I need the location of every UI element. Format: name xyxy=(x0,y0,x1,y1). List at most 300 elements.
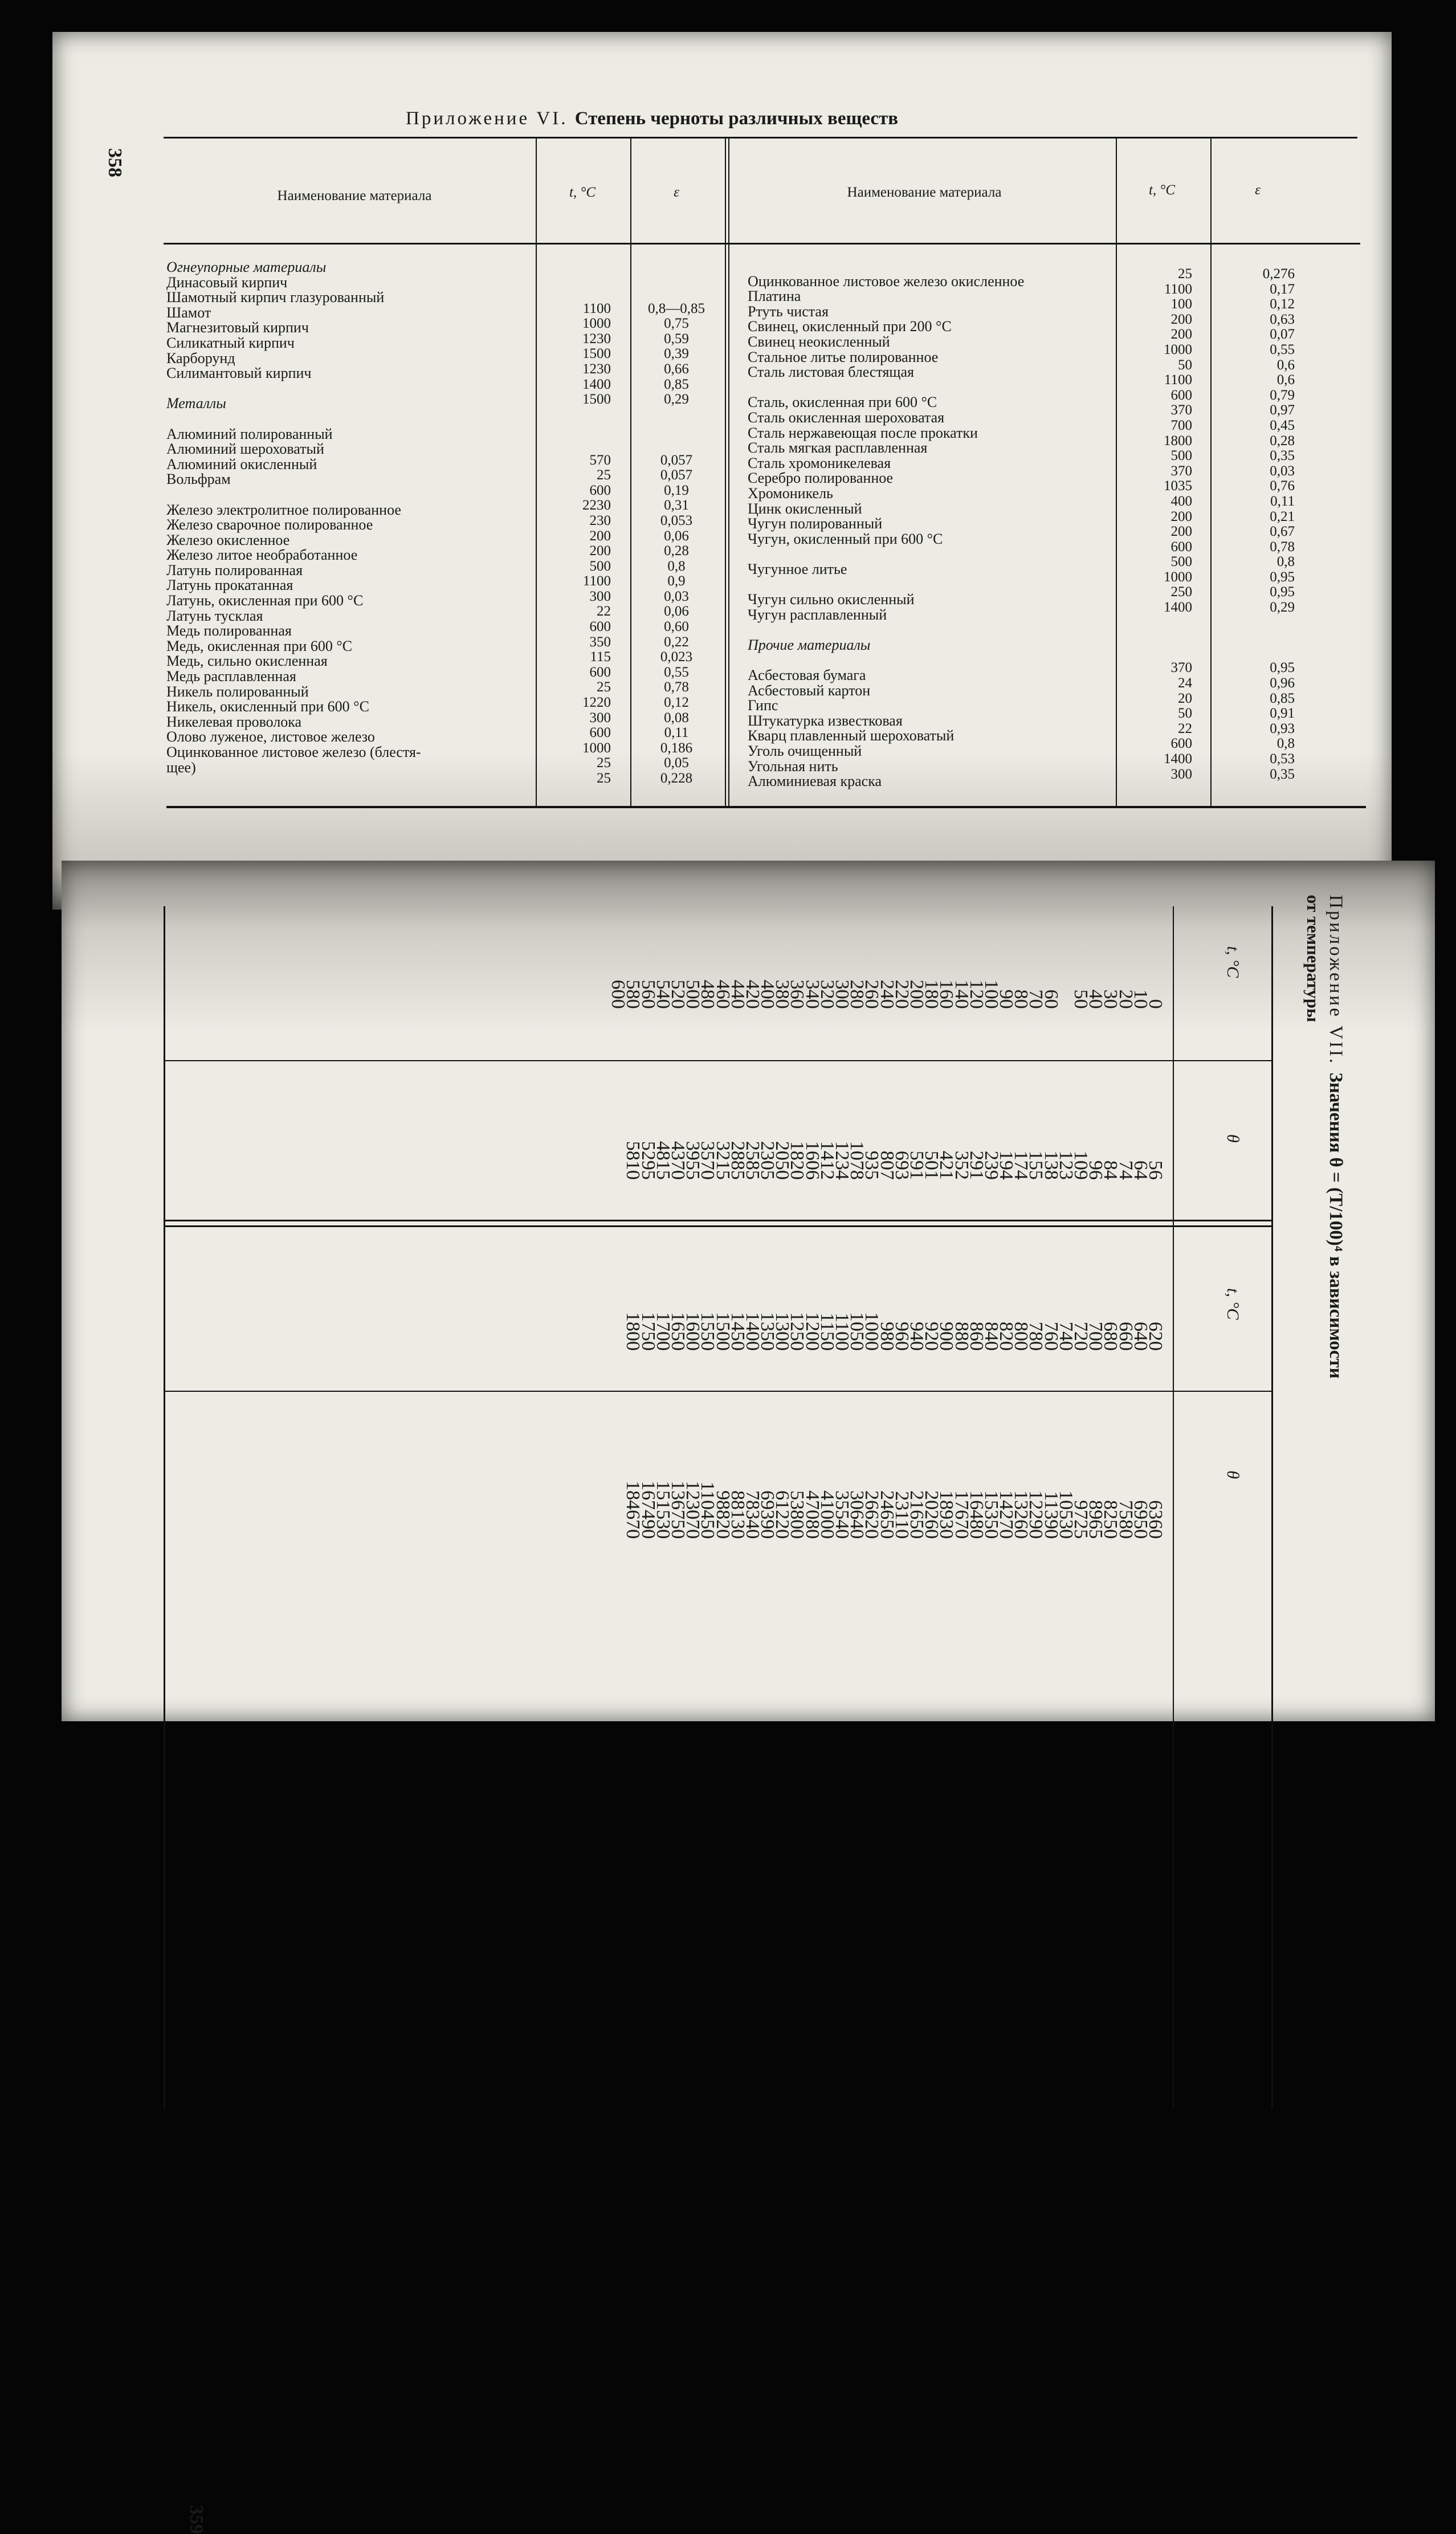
table-row-material: Оцинкованное листовое железо окисленное xyxy=(748,272,1025,290)
table-cell: 23110 xyxy=(891,1491,912,1539)
table-cell: 21650 xyxy=(906,1490,927,1539)
table-cell: 280 xyxy=(846,980,868,1009)
table-cell-eps: 0,19 xyxy=(664,482,689,498)
table-cell: 980 xyxy=(876,1322,898,1351)
table-row-material: Уголь очищенный xyxy=(748,743,862,759)
table-cell-t: 200 xyxy=(589,543,611,559)
table-cell-t: 1100 xyxy=(1164,281,1192,297)
table-cell-eps: 0,85 xyxy=(1270,690,1295,706)
table-cell-eps: 0,8 xyxy=(1276,736,1295,752)
table-row-material: Сталь хромоникелевая xyxy=(748,454,891,471)
table-cell: 800 xyxy=(1010,1322,1032,1351)
table-cell-t: 1035 xyxy=(1164,478,1192,494)
table-cell: 780 xyxy=(1025,1322,1047,1351)
table-cell: 16480 xyxy=(965,1490,987,1539)
table-row-material: Шамот xyxy=(166,304,211,321)
table-row-material: Латунь прокатанная xyxy=(166,577,293,594)
table-cell-eps: 0,228 xyxy=(660,771,693,786)
table-row-material: Медь, окисленная при 600 °C xyxy=(166,637,353,654)
table-cell-eps: 0,60 xyxy=(664,619,689,635)
table-cell: 1200 xyxy=(801,1312,823,1351)
page-number: 359 xyxy=(186,2505,207,2534)
table-row-material: Никель, окисленный при 600 °C xyxy=(166,698,369,715)
table-cell: 1400 xyxy=(741,1312,763,1351)
table-cell-t: 500 xyxy=(1170,448,1192,464)
table-cell-t: 500 xyxy=(1170,554,1192,570)
table-cell: 240 xyxy=(876,980,898,1009)
table-cell: 30640 xyxy=(846,1490,868,1539)
table-row-material: Железо сварочное полированное xyxy=(166,516,373,533)
page-358 xyxy=(52,32,1392,910)
vii-col-theta1 xyxy=(622,1083,1166,1180)
vii-header-theta2: θ xyxy=(1223,1470,1242,1479)
table-cell-t: 300 xyxy=(1170,766,1192,782)
table-cell: 151530 xyxy=(652,1481,674,1539)
table-cell-eps: 0,8 xyxy=(667,558,686,574)
table-cell-t: 22 xyxy=(1178,720,1192,736)
table-cell-t: 370 xyxy=(1170,402,1192,418)
table-cell-eps: 0,17 xyxy=(1270,281,1295,297)
table-cell: 8250 xyxy=(1100,1500,1121,1539)
table-cell: 660 xyxy=(1115,1322,1136,1351)
table-cell: 3955 xyxy=(682,1141,704,1180)
table-cell-t: 50 xyxy=(1178,706,1192,722)
table-cell: 4815 xyxy=(652,1141,674,1180)
table-cell-eps: 0,91 xyxy=(1270,706,1295,722)
table-cell: 1650 xyxy=(667,1312,688,1351)
table-cell: 180 xyxy=(921,980,943,1009)
table-cell: 88130 xyxy=(727,1490,748,1539)
appendix-vii-title-bold: Значения θ = (T/100)⁴ в зависимости xyxy=(1326,1072,1346,1379)
left-emissivities xyxy=(639,286,713,801)
table-cell: 1606 xyxy=(801,1141,823,1180)
table-cell-t: 1500 xyxy=(582,392,611,408)
table-row-material xyxy=(748,577,1024,592)
table-row-material: Медь полированная xyxy=(166,622,292,639)
table-cell-t xyxy=(548,422,611,438)
table-cell-eps xyxy=(639,438,713,453)
table-cell-eps: 0,22 xyxy=(664,634,689,650)
table-cell-t: 22 xyxy=(597,604,611,620)
table-cell: 109 xyxy=(1070,1151,1092,1180)
table-row-material: щее) xyxy=(166,759,196,776)
table-cell: 96 xyxy=(1085,1160,1107,1180)
table-row-material xyxy=(748,380,1024,396)
right-material-names xyxy=(748,259,1024,789)
table-row-material: Никель полированный xyxy=(166,683,309,700)
table-top-rule xyxy=(164,137,1357,138)
table-cell: 20 xyxy=(1115,989,1136,1009)
table-cell: 10530 xyxy=(1055,1490,1076,1539)
table-cell-t: 600 xyxy=(589,619,611,635)
table-cell: 18930 xyxy=(936,1490,957,1539)
table-cell-eps: 0,39 xyxy=(664,346,689,362)
table-cell: 90 xyxy=(996,989,1017,1009)
vii-col-theta2 xyxy=(622,1425,1166,1539)
table-row-material: Свинец, окисленный при 200 °C xyxy=(748,318,952,335)
table-cell: 400 xyxy=(757,980,778,1009)
table-row-material xyxy=(748,622,1024,638)
table-cell-t: 1230 xyxy=(582,361,611,377)
vii-col-t1 xyxy=(607,929,1166,1009)
table-cell-eps: 0,55 xyxy=(1270,341,1295,357)
table-cell-eps: 0,11 xyxy=(664,725,689,741)
rotated-table-vii xyxy=(137,895,1356,1716)
appendix-vii-title xyxy=(1325,895,1346,1379)
table-row-material: Железо окисленное xyxy=(166,531,290,548)
table-cell-t: 25 xyxy=(597,771,611,786)
table-cell: 11390 xyxy=(1040,1491,1062,1539)
table-cell-t: 1800 xyxy=(1164,433,1192,449)
table-cell: 560 xyxy=(637,980,659,1009)
table-cell-t: 230 xyxy=(589,512,611,528)
table-cell-eps: 0,276 xyxy=(1262,266,1295,282)
table-cell-eps: 0,75 xyxy=(664,316,689,332)
table-cell-eps xyxy=(1232,630,1295,646)
table-cell-eps: 0,85 xyxy=(664,376,689,392)
header-t-right: t, °C xyxy=(1148,182,1176,198)
table-cell-t: 1000 xyxy=(582,740,611,756)
table-cell-t: 300 xyxy=(589,710,611,726)
table-cell: 440 xyxy=(727,980,748,1009)
table-cell: 4370 xyxy=(667,1141,688,1180)
table-row-material: Алюминий шероховатый xyxy=(166,441,324,458)
table-row-material: Цинк окисленный xyxy=(748,500,862,517)
table-cell: 421 xyxy=(936,1151,957,1180)
table-cell: 807 xyxy=(876,1151,898,1180)
table-cell-eps: 0,05 xyxy=(664,755,689,771)
table-cell: 5295 xyxy=(637,1141,659,1180)
table-cell-eps: 0,6 xyxy=(1276,372,1295,388)
table-cell-t: 600 xyxy=(1170,387,1192,403)
table-row-material: Медь расплавленная xyxy=(166,668,296,685)
table-cell: 1234 xyxy=(831,1141,853,1180)
vii-top-rule xyxy=(1271,906,1273,2109)
table-cell-eps: 0,95 xyxy=(1270,660,1295,676)
vii-header-theta1: θ xyxy=(1223,1134,1242,1143)
header-eps-right: ε xyxy=(1255,182,1261,198)
table-cell-t: 600 xyxy=(1170,736,1192,752)
table-cell: 40 xyxy=(1085,989,1107,1009)
table-cell: 740 xyxy=(1055,1322,1076,1351)
table-cell: 520 xyxy=(667,980,688,1009)
table-row-material: Чугун сильно окисленный xyxy=(748,591,915,608)
table-cell-eps: 0,55 xyxy=(664,664,689,680)
table-cell-eps xyxy=(639,787,713,802)
table-cell-t: 25 xyxy=(597,467,611,483)
table-cell: 140 xyxy=(951,980,972,1009)
vii-col-t2 xyxy=(622,1260,1166,1351)
table-cell-eps: 0,08 xyxy=(664,710,689,726)
table-cell: 47080 xyxy=(801,1490,823,1539)
table-cell-t xyxy=(548,787,611,802)
table-cell-eps: 0,12 xyxy=(1270,296,1295,312)
table-cell: 194 xyxy=(996,1151,1017,1180)
table-cell: 6360 xyxy=(1145,1500,1166,1539)
table-row-material: Хромоникель xyxy=(748,484,833,502)
table-cell: 340 xyxy=(801,980,823,1009)
table-cell: 1700 xyxy=(652,1312,674,1351)
table-cell-t: 25 xyxy=(597,755,611,771)
table-row-material xyxy=(748,547,1024,562)
table-row-material: Динасовый кирпич xyxy=(166,274,288,291)
table-row-material xyxy=(166,381,421,397)
table-cell-t: 1230 xyxy=(582,331,611,347)
table-cell-t: 570 xyxy=(589,452,611,468)
table-cell: 1050 xyxy=(846,1312,868,1351)
table-cell: 41000 xyxy=(816,1490,838,1539)
table-cell: 74 xyxy=(1115,1160,1136,1180)
table-cell-t: 1400 xyxy=(1164,751,1192,767)
table-cell-t: 600 xyxy=(589,664,611,680)
table-cell-eps: 0,45 xyxy=(1270,417,1295,433)
table-cell: 174 xyxy=(1010,1151,1032,1180)
table-cell: 9725 xyxy=(1070,1500,1092,1539)
header-name-right: Наименование материала xyxy=(847,185,1002,200)
table-cell: 720 xyxy=(1070,1322,1092,1351)
table-cell: 700 xyxy=(1085,1322,1107,1351)
table-cell-eps: 0,28 xyxy=(1270,433,1295,449)
table-cell-eps: 0,03 xyxy=(1270,463,1295,479)
table-row-material: Штукатурка известковая xyxy=(748,712,903,729)
table-cell: 291 xyxy=(965,1151,987,1180)
table-cell-t: 1000 xyxy=(582,316,611,332)
table-row-material: Медь, сильно окисленная xyxy=(166,653,328,670)
vii-col-rule-3 xyxy=(165,1391,1273,1392)
table-cell-eps: 0,8—0,85 xyxy=(648,300,705,316)
table-cell-t: 24 xyxy=(1178,675,1192,691)
table-cell-t: 1500 xyxy=(582,346,611,362)
table-cell: 501 xyxy=(921,1151,943,1180)
table-cell: 120 xyxy=(965,980,987,1009)
appendix-title-bold: Степень черноты различных веществ xyxy=(574,108,899,129)
vii-header-t1: t, °C xyxy=(1223,946,1242,978)
table-cell-eps: 0,67 xyxy=(1270,524,1295,540)
vii-header-t2: t, °C xyxy=(1223,1288,1242,1320)
table-cell: 167490 xyxy=(637,1481,659,1539)
table-cell: 1300 xyxy=(772,1312,793,1351)
table-cell-t: 400 xyxy=(1170,493,1192,509)
col-rule-5 xyxy=(1210,138,1212,806)
table-cell-eps: 0,97 xyxy=(1270,402,1295,418)
table-cell: 1412 xyxy=(816,1141,838,1180)
col-rule-3b xyxy=(728,138,729,806)
table-row-material: Алюминиевая краска xyxy=(748,773,882,790)
col-rule-2 xyxy=(630,138,631,806)
table-cell: 1250 xyxy=(786,1312,808,1351)
table-cell: 239 xyxy=(980,1151,1002,1180)
table-cell-t xyxy=(1135,630,1192,646)
table-cell-t: 600 xyxy=(1170,539,1192,555)
table-cell: 2585 xyxy=(741,1141,763,1180)
table-row-material: Карборунд xyxy=(166,349,235,366)
table-bottom-rule xyxy=(166,806,1366,808)
header-eps-left: ε xyxy=(674,185,679,200)
table-row-material: Олово луженое, листовое железо xyxy=(166,728,375,745)
table-cell: 940 xyxy=(906,1322,927,1351)
appendix-vii-subtitle: от температуры xyxy=(1303,895,1323,1022)
table-cell: 200 xyxy=(906,980,927,1009)
table-cell-t xyxy=(548,438,611,453)
table-cell-t: 200 xyxy=(1170,508,1192,524)
table-row-material: Латунь полированная xyxy=(166,561,303,578)
table-row-material: Свинец неокисленный xyxy=(748,333,890,350)
table-row-material: Силикатный кирпич xyxy=(166,334,295,351)
table-cell: 360 xyxy=(786,980,808,1009)
table-cell: 100 xyxy=(980,980,1002,1009)
table-cell: 1500 xyxy=(712,1312,733,1351)
table-cell: 2885 xyxy=(727,1141,748,1180)
table-cell: 760 xyxy=(1040,1322,1062,1351)
table-cell-t: 1000 xyxy=(1164,569,1192,585)
table-row-material xyxy=(748,653,1024,668)
page-number: 358 xyxy=(104,148,125,177)
table-cell: 30 xyxy=(1100,989,1121,1009)
table-cell: 1800 xyxy=(622,1312,644,1351)
table-cell-t: 115 xyxy=(590,649,611,665)
header-rule xyxy=(164,243,1360,245)
table-row-material: Силимантовый кирпич xyxy=(166,365,312,382)
table-cell: 160 xyxy=(936,980,957,1009)
table-cell: 7580 xyxy=(1115,1500,1136,1539)
vii-bottom-rule xyxy=(164,906,165,2109)
table-row-material: Вольфрам xyxy=(166,471,231,488)
table-cell: 26620 xyxy=(861,1490,883,1539)
table-cell-eps: 0,06 xyxy=(664,604,689,620)
table-cell: 300 xyxy=(831,980,853,1009)
table-cell-t: 1220 xyxy=(582,695,611,711)
table-cell: 920 xyxy=(921,1322,943,1351)
table-cell: 900 xyxy=(936,1322,957,1351)
table-cell: 693 xyxy=(891,1151,912,1180)
appendix-vii-title-prefix: Приложение VII. xyxy=(1326,895,1346,1066)
table-row-material: Магнезитовый кирпич xyxy=(166,319,309,336)
table-cell-eps: 0,93 xyxy=(1270,720,1295,736)
table-cell-t: 1100 xyxy=(1164,372,1192,388)
table-cell: 1100 xyxy=(831,1313,853,1351)
table-cell-eps: 0,186 xyxy=(660,740,693,756)
table-cell-eps: 0,03 xyxy=(664,588,689,604)
table-cell-t: 500 xyxy=(589,558,611,574)
table-cell: 1450 xyxy=(727,1312,748,1351)
table-cell: 1000 xyxy=(861,1312,883,1351)
table-cell: 98820 xyxy=(712,1490,733,1539)
table-cell: 3570 xyxy=(697,1141,719,1180)
table-row-material: Оцинкованное листовое железо (блестя- xyxy=(166,744,421,760)
table-cell-eps: 0,53 xyxy=(1270,751,1295,767)
table-cell: 70 xyxy=(1025,989,1047,1009)
appendix-title-prefix: Приложение VI. xyxy=(406,108,568,129)
table-cell-t: 350 xyxy=(589,634,611,650)
table-cell: 260 xyxy=(861,980,883,1009)
table-cell-eps xyxy=(1232,616,1295,631)
table-cell: 17670 xyxy=(951,1490,972,1539)
table-cell: 14270 xyxy=(996,1490,1017,1539)
table-cell-t: 25 xyxy=(597,679,611,695)
table-cell: 3215 xyxy=(712,1141,733,1180)
table-row-material: Алюминий окисленный xyxy=(166,455,317,472)
vii-col-rule-1 xyxy=(165,1060,1273,1061)
table-cell-t xyxy=(548,408,611,423)
table-cell-t: 370 xyxy=(1170,660,1192,676)
table-cell-t: 300 xyxy=(589,588,611,604)
table-row-material: Огнеупорные материалы xyxy=(166,259,327,275)
table-row-material: Сталь, окисленная при 600 °C xyxy=(748,394,937,411)
table-cell-t: 1400 xyxy=(582,376,611,392)
table-row-material xyxy=(166,412,421,427)
table-cell-t: 700 xyxy=(1170,417,1192,433)
table-cell: 935 xyxy=(861,1151,883,1180)
table-cell-t: 1400 xyxy=(1164,600,1192,616)
table-cell-t xyxy=(1135,616,1192,631)
table-cell: 1150 xyxy=(816,1313,838,1351)
table-row-material: Асбестовая бумага xyxy=(748,667,866,684)
table-row-material: Асбестовый картон xyxy=(748,682,871,699)
table-row-material: Кварц плавленный шероховатый xyxy=(748,727,955,744)
table-cell-eps: 0,35 xyxy=(1270,448,1295,464)
table-cell: 860 xyxy=(965,1322,987,1351)
table-cell-eps: 0,29 xyxy=(664,392,689,408)
col-rule-4 xyxy=(1116,138,1117,806)
table-cell: 1350 xyxy=(757,1312,778,1351)
table-cell-eps: 0,28 xyxy=(664,543,689,559)
table-cell-eps: 0,6 xyxy=(1276,357,1295,373)
table-cell: 138 xyxy=(1040,1151,1062,1180)
table-cell: 820 xyxy=(996,1322,1017,1351)
table-cell: 352 xyxy=(951,1151,972,1180)
table-cell: 64 xyxy=(1129,1160,1151,1180)
table-cell: 35540 xyxy=(831,1490,853,1539)
table-row-material: Ртуть чистая xyxy=(748,303,829,320)
table-row-material: Алюминий полированный xyxy=(166,425,333,442)
table-cell: 69390 xyxy=(757,1490,778,1539)
left-material-names xyxy=(166,260,421,775)
vii-col-rule-2 xyxy=(165,1220,1273,1221)
table-cell: 84 xyxy=(1100,1160,1121,1180)
table-cell: 620 xyxy=(1145,1322,1166,1351)
table-row-material xyxy=(748,259,1024,274)
table-cell: 680 xyxy=(1100,1322,1121,1351)
table-row-material: Металлы xyxy=(166,395,226,412)
table-cell-eps: 0,29 xyxy=(1270,600,1295,616)
table-cell: 60 xyxy=(1040,989,1062,1009)
table-cell-t: 1100 xyxy=(582,300,611,316)
table-cell-eps: 0,95 xyxy=(1270,584,1295,600)
table-cell-eps: 0,31 xyxy=(664,498,689,514)
table-cell: 540 xyxy=(652,980,674,1009)
table-cell-eps: 0,95 xyxy=(1270,569,1295,585)
table-cell: 420 xyxy=(741,980,763,1009)
table-cell: 24650 xyxy=(876,1490,898,1539)
table-cell: 15350 xyxy=(980,1490,1002,1539)
table-row-material: Сталь мягкая расплавленная xyxy=(748,439,928,457)
table-row-material: Платина xyxy=(748,288,801,305)
table-cell: 880 xyxy=(951,1322,972,1351)
table-cell-eps xyxy=(639,422,713,438)
table-cell: 1820 xyxy=(786,1141,808,1180)
table-cell-t: 1100 xyxy=(582,573,611,589)
table-row-material: Чугунное литье xyxy=(748,560,847,577)
table-cell: 0 xyxy=(1145,999,1166,1009)
table-cell: 380 xyxy=(772,980,793,1009)
table-cell-t: 20 xyxy=(1178,690,1192,706)
table-cell: 53800 xyxy=(786,1490,808,1539)
table-row-material: Чугун полированный xyxy=(748,515,883,532)
table-cell-eps: 0,96 xyxy=(1270,675,1295,691)
table-cell: 10 xyxy=(1129,989,1151,1009)
table-row-material: Железо литое необработанное xyxy=(166,547,358,564)
table-row-material: Железо электролитное полированное xyxy=(166,501,401,518)
